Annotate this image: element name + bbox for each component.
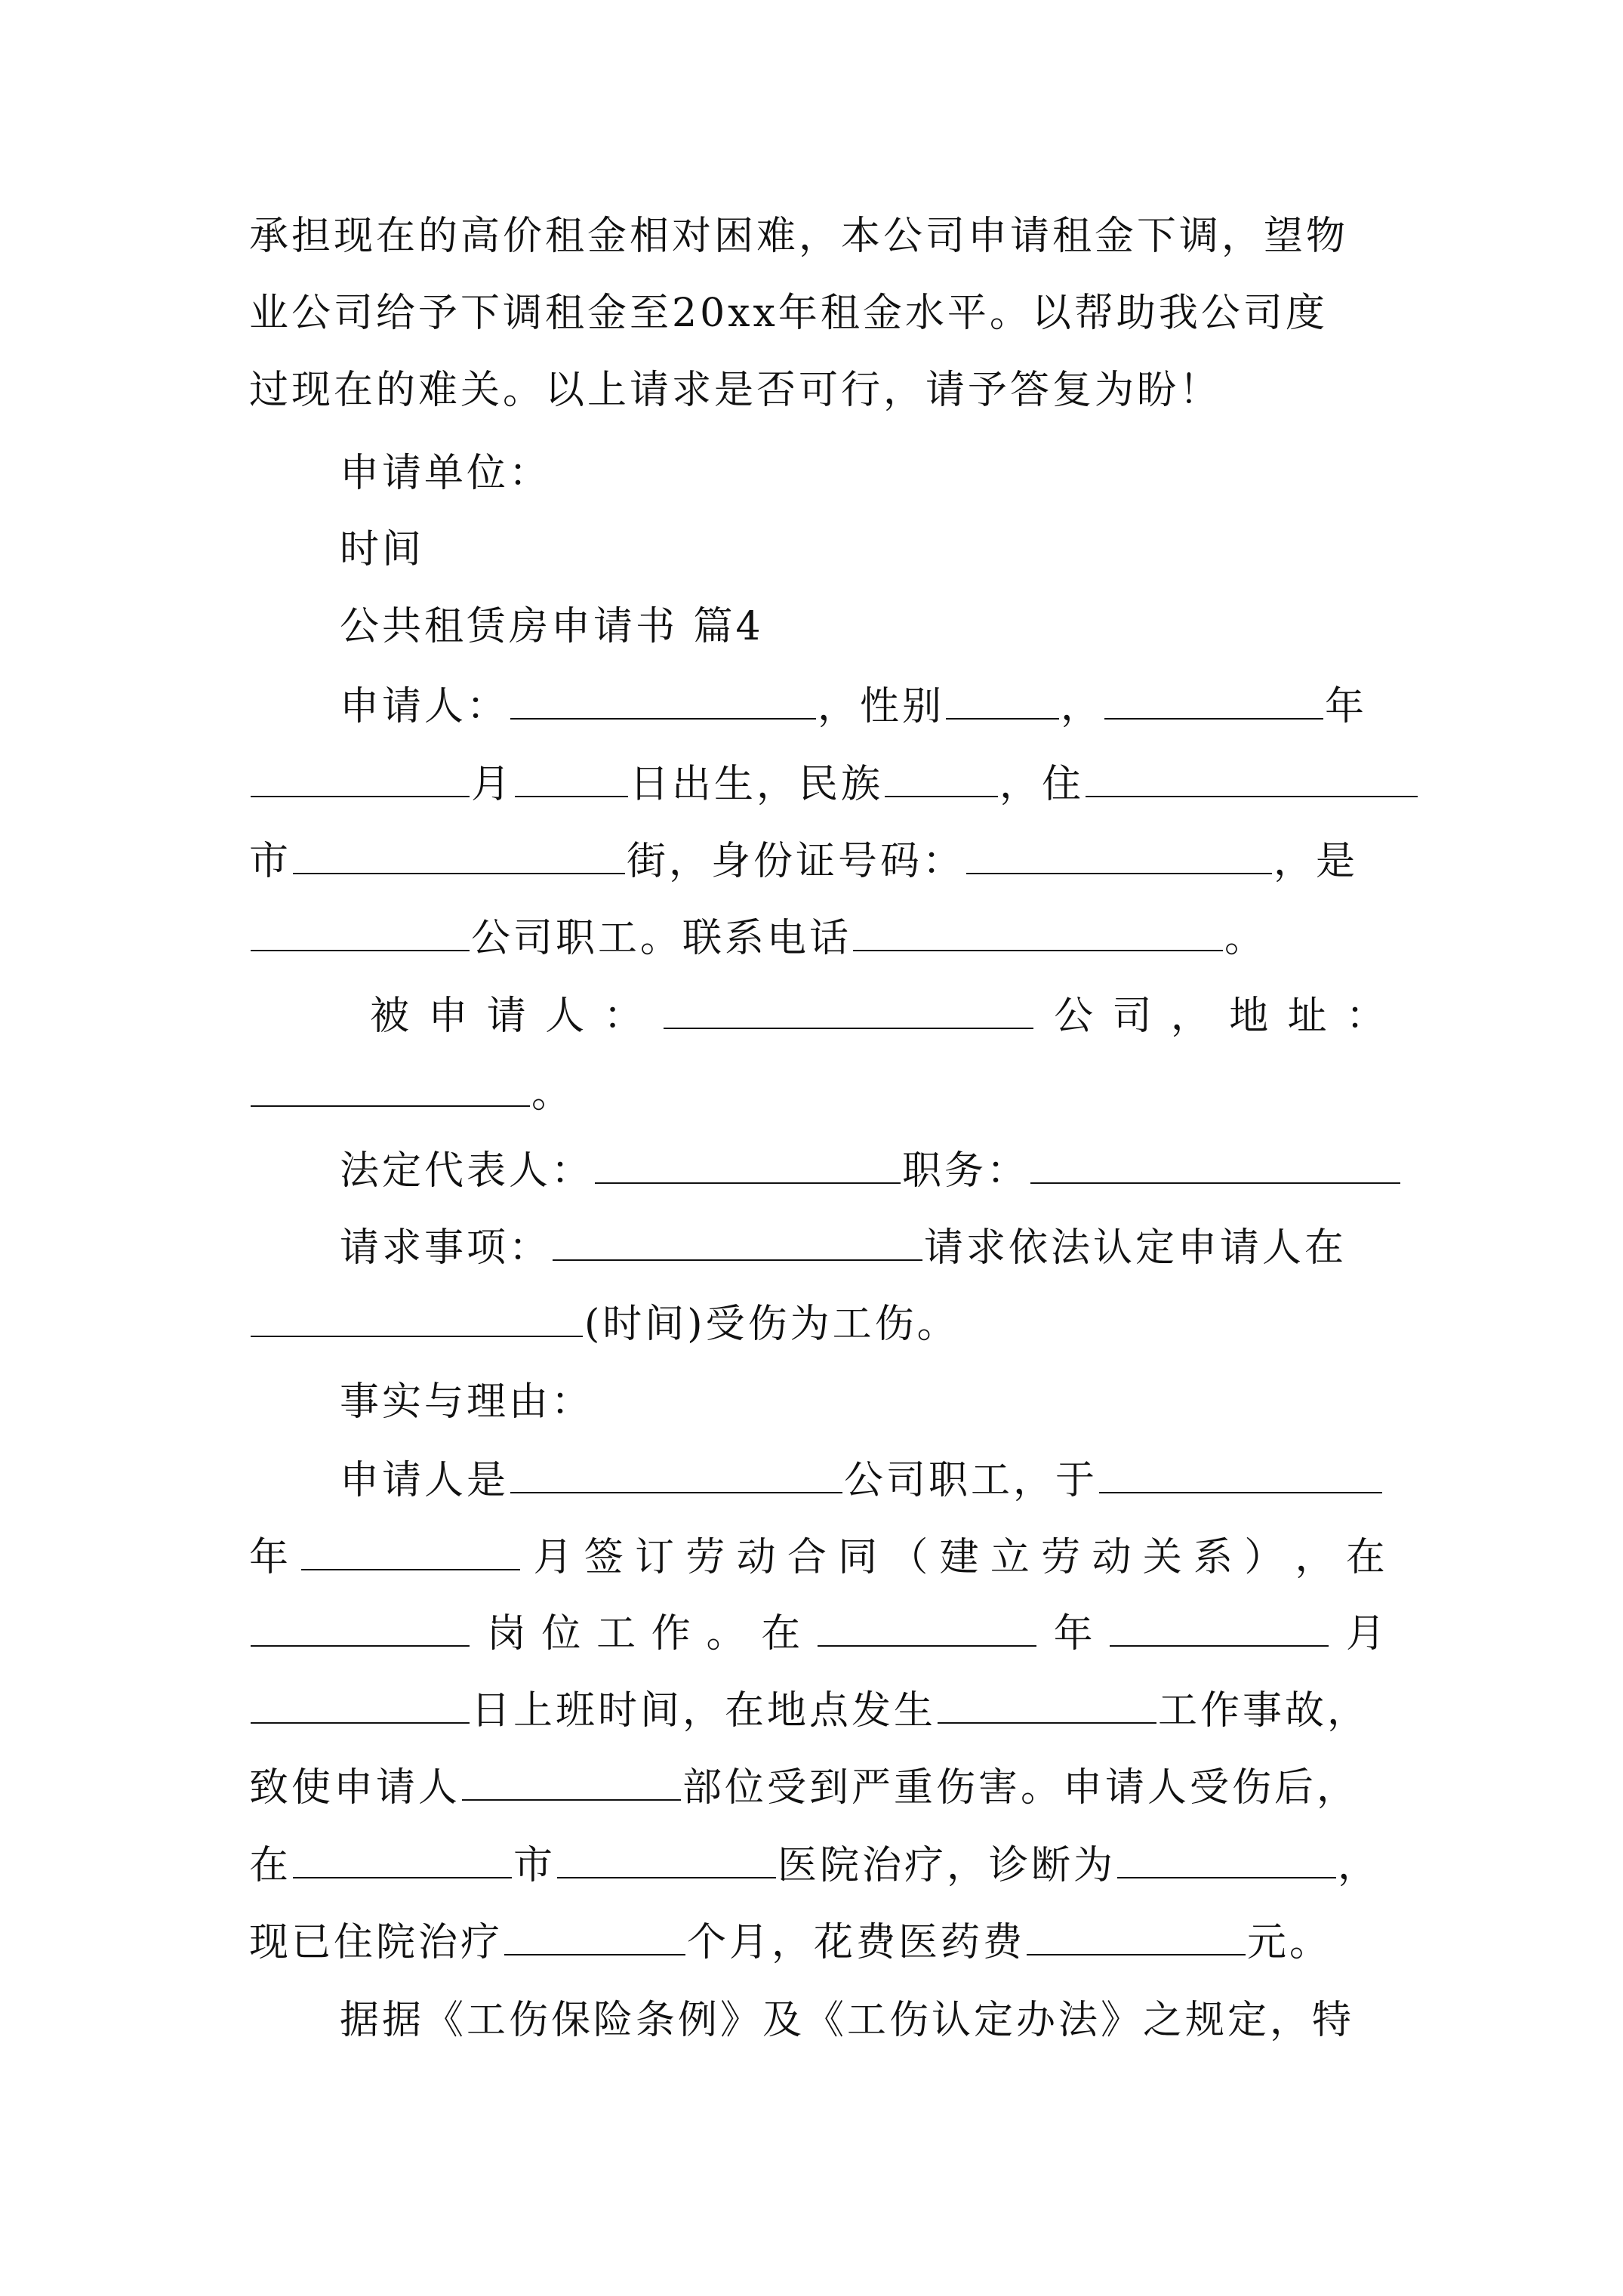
facts-line-6: 在 市 医院治疗，诊断为 ， — [249, 1843, 1381, 1888]
request-line-1: 请求事项： 请求依法认定申请人在 — [340, 1225, 1347, 1271]
facts-title: 事实与理由： — [340, 1379, 594, 1425]
time-label: 时间 — [340, 527, 425, 572]
facts-line-1: 申请人是 公司职工，于 — [340, 1457, 1384, 1503]
respondent-address-line: 。 — [249, 1071, 574, 1117]
applicant-line-4: 公司职工。联系电话 。 — [249, 915, 1267, 961]
facts-line-3: 岗 位 工 作 。 在 年 月 — [249, 1610, 1385, 1657]
applicant-line-1: 申请人： ，性别 ， 年 — [340, 684, 1368, 729]
applicant-line-3: 市 街，身份证号码： ，是 — [249, 839, 1359, 884]
paragraph-line: 承担现在的高价租金相对困难，本公司申请租金下调，望物 — [249, 214, 1349, 259]
paragraph-line: 业公司给予下调租金至20xx年租金水平。以帮助我公司度 — [249, 291, 1328, 336]
facts-line-7: 现已住院治疗 个月，花费医药费 元。 — [249, 1920, 1332, 1965]
applicant-line-2: 月 日出生，民族 ，住 — [249, 761, 1419, 807]
facts-line-5: 致使申请人 部位受到严重伤害。申请人受伤后， — [249, 1765, 1360, 1811]
applicant-unit-label: 申请单位： — [340, 451, 552, 496]
request-line-2: (时间)受伤为工伤。 — [249, 1301, 959, 1347]
facts-line-8: 据据《工伤保险条例》及《工伤认定办法》之规定，特 — [340, 1998, 1355, 2043]
legal-rep-line: 法定代表人： 职务： — [340, 1148, 1402, 1194]
section-title: 公共租赁房申请书 篇4 — [340, 604, 764, 649]
facts-line-2: 年 月 签 订 劳 动 合 同 （ 建 立 劳 动 关 系 ） ， 在 — [249, 1535, 1385, 1580]
facts-line-4: 日上班时间，在地点发生 工作事故， — [249, 1687, 1369, 1734]
paragraph-line: 过现在的难关。以上请求是否可行，请予答复为盼！ — [249, 368, 1222, 413]
respondent-line: 被 申 请 人 ： 公 司 ， 地 址 ： — [370, 994, 1385, 1039]
